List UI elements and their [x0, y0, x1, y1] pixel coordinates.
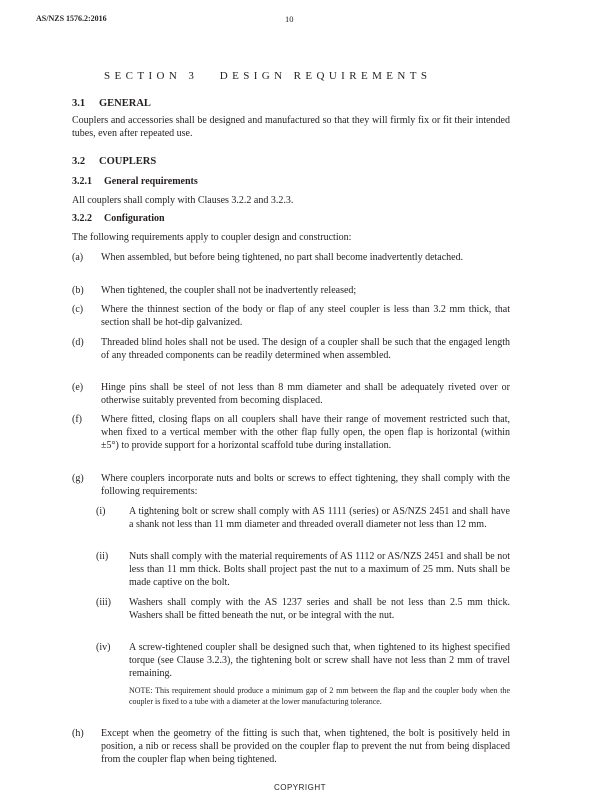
- heading-text: Configuration: [104, 213, 165, 224]
- sub-item-ii: [96, 550, 510, 589]
- paragraph-general-requirements: All couplers shall comply with Clauses 3.2.2 and 3.2.3.: [72, 195, 294, 206]
- note: NOTE: This requirement should produce a minimum gap of 2 mm between the flap and the coupler body when the coupler is fixed to a tube with a diameter at the lower manufacturing tolerance.: [129, 686, 510, 706]
- paragraph-general: Couplers and accessories shall be designed and manufactured so that they will firmly fix or fit their intended tubes, even after repeated use.: [72, 115, 510, 139]
- item-text: When assembled, but before being tightened, no part shall become inadvertently detached.: [101, 252, 464, 263]
- item-text: Where fitted, closing flaps on all couplers shall have their range of movement restricted such that, when fixed to a vertical member with the other flap fully open, the open flap is horizontal (within ±5°) to provide support for a horizontal scaffold tube during installation.: [101, 414, 510, 451]
- list-item-d: [72, 336, 510, 362]
- sub-item-text: A tightening bolt or screw shall comply with AS 1111 (series) or AS/NZS 2451 and shall have a shank not less than 11 mm diameter and threaded overall diameter not less than 12 mm.: [129, 506, 510, 530]
- heading-text: COUPLERS: [99, 156, 157, 167]
- list-item-h: [72, 727, 510, 766]
- heading-text: General requirements: [104, 176, 198, 187]
- heading-text: GENERAL: [99, 98, 151, 109]
- sub-item-text: Nuts shall comply with the material requirements of AS 1112 or AS/NZS 2451 and shall be not less than 11 mm thick. Bolts shall project past the nut to a maximum of 25 mm. Nuts shall be made captive on the bolt.: [129, 551, 510, 588]
- list-item-e: [72, 381, 510, 407]
- item-text: Where the thinnest section of the body or flap of any steel coupler is less than 3.2 mm thick, that section shall be hot-dip galvanized.: [101, 304, 510, 328]
- item-label: (a): [72, 252, 84, 263]
- item-label: (d): [72, 337, 84, 348]
- item-label: (g): [72, 473, 84, 484]
- list-item-a: [72, 251, 510, 264]
- item-text: Threaded blind holes shall not be used. The design of a coupler shall be such that the engaged length of any threaded components can be readily determined when assembled.: [101, 337, 510, 361]
- item-label: (e): [72, 382, 84, 393]
- sub-item-label: (iv): [96, 642, 111, 653]
- standard-number: AS/NZS 1576.2:2016: [36, 14, 107, 23]
- heading-3-2: [72, 156, 156, 167]
- sub-item-iv: [96, 641, 510, 680]
- item-label: (h): [72, 728, 84, 739]
- section-title: SECTION 3 DESIGN REQUIREMENTS: [104, 70, 432, 82]
- item-text: Where couplers incorporate nuts and bolts or screws to effect tightening, they shall comply with the following requirements:: [101, 473, 510, 497]
- list-item-f: [72, 413, 510, 452]
- item-text: When tightened, the coupler shall not be inadvertently released;: [101, 285, 357, 296]
- list-item-b: [72, 284, 510, 297]
- item-label: (b): [72, 285, 84, 296]
- heading-number: 3.1: [72, 98, 86, 109]
- copyright-footer: COPYRIGHT: [273, 783, 327, 792]
- sub-item-text: Washers shall comply with the AS 1237 series and shall be not less than 2.5 mm thick. Washers shall be fitted beneath the nut, or be integral with the nut.: [129, 597, 510, 621]
- sub-item-label: (iii): [96, 597, 111, 608]
- item-text: Except when the geometry of the fitting is such that, when tightened, the bolt is positively held in position, a nib or recess shall be provided on the coupler flap to prevent the nut from being displaced from the coupler flap when being tightened.: [101, 728, 510, 765]
- heading-number: 3.2: [72, 156, 86, 167]
- sub-item-iii: [96, 596, 510, 622]
- paragraph-intro: The following requirements apply to coupler design and construction:: [72, 232, 352, 243]
- sub-item-label: (i): [96, 506, 106, 517]
- heading-3-2-2: [72, 213, 165, 224]
- item-text: Hinge pins shall be steel of not less than 8 mm diameter and shall be adequately riveted over or otherwise suitably prevented from becoming displaced.: [101, 382, 510, 406]
- sub-item-label: (ii): [96, 551, 109, 562]
- sub-item-i: [96, 505, 510, 531]
- page-number: 10: [285, 14, 294, 24]
- heading-number: 3.2.2: [72, 213, 92, 224]
- heading-3-2-1: [72, 176, 198, 187]
- heading-number: 3.2.1: [72, 176, 92, 187]
- list-item-c: [72, 303, 510, 329]
- sub-item-text: A screw-tightened coupler shall be designed such that, when tightened to its highest specified torque (see Clause 3.2.3), the tightening bolt or screw shall have not less than 2 mm of travel remaining.: [129, 642, 510, 679]
- item-label: (f): [72, 414, 82, 425]
- heading-3-1: [72, 98, 151, 109]
- list-item-g: [72, 472, 510, 498]
- item-label: (c): [72, 304, 84, 315]
